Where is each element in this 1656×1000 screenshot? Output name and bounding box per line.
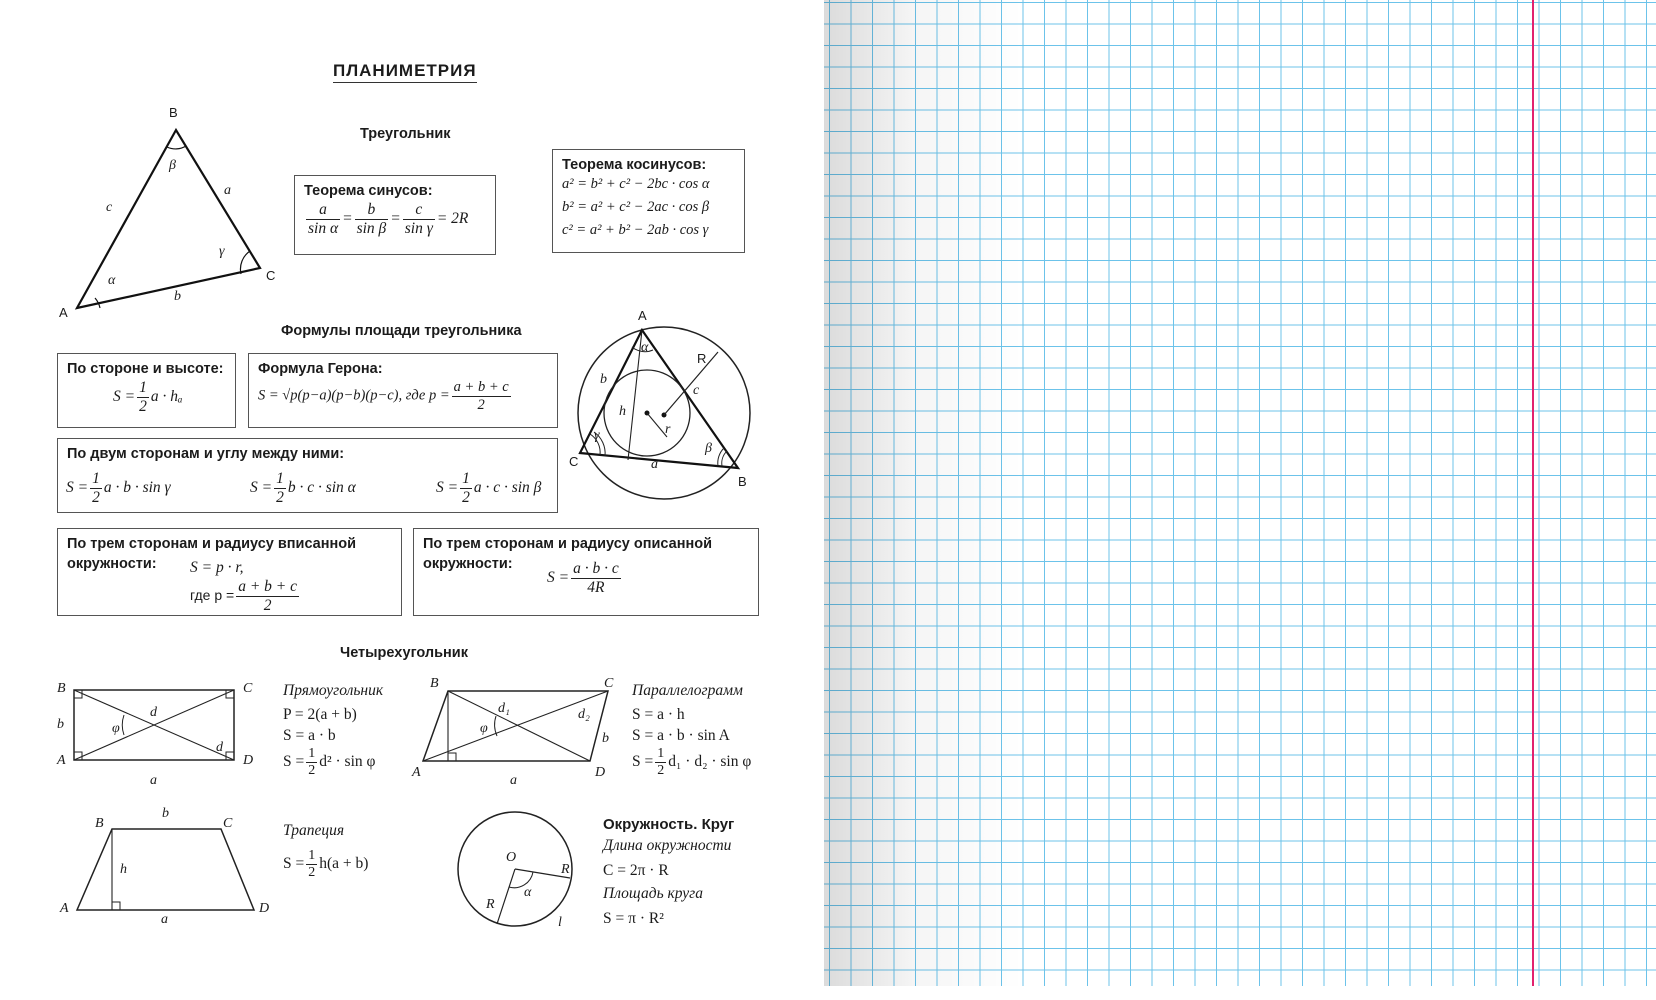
rect-label-d2: d xyxy=(216,740,223,755)
circle-area-label: Площадь круга xyxy=(603,885,703,902)
cosine-line-1: a² = b² + c² − 2bc · cos α xyxy=(562,176,710,192)
inscribed-formula-1: S = p · r, xyxy=(190,559,244,576)
circumscribed-title-2: окружности: xyxy=(423,556,513,572)
label-a: a xyxy=(224,183,231,198)
law-of-cosines-title: Теорема косинусов: xyxy=(562,157,707,173)
para-label-d2: d₂ xyxy=(578,707,590,722)
law-of-sines-formula: $\frac{a}{\text{sin α}}$ = $\frac{b}{\text{sin β}}$ = $\frac{c}{\text{sin γ}}$ = 2R xyxy=(308,201,469,237)
inscribed-formula-2: где p = $\frac{a + b + c}{2}$ xyxy=(190,578,297,614)
law-of-sines-title: Теорема синусов: xyxy=(304,183,433,199)
law-of-sines-box xyxy=(294,175,496,255)
graph-paper-page xyxy=(824,0,1656,1000)
para-label-B: B xyxy=(430,676,439,691)
rect-label-b: b xyxy=(57,717,64,732)
para-label-d1: d₁ xyxy=(498,701,510,716)
trapezoid-figure xyxy=(74,826,264,914)
parallelogram-figure xyxy=(420,688,620,768)
parallelogram-formulas: S = a · h S = a · b · sin A S = $\frac{1}{2}$ d₁ · d₂ · sin φ xyxy=(632,706,752,779)
rect-label-A: A xyxy=(57,753,66,768)
label-gamma: γ xyxy=(219,244,225,259)
triangle-heading: Треугольник xyxy=(360,126,451,142)
quad-heading: Четырехугольник xyxy=(340,645,468,661)
rect-label-a: a xyxy=(150,773,157,788)
left-page xyxy=(0,0,820,1000)
two-sides-formula-2: S = $\frac{1}{2}$ b · c · sin α xyxy=(250,470,356,506)
circle-length-formula: C = 2π · R xyxy=(603,862,669,879)
circle-title: Окружность. Круг xyxy=(603,816,735,833)
para-label-b: b xyxy=(602,731,609,746)
page-bottom-edge xyxy=(824,986,1656,1000)
circle-fig-label-l: l xyxy=(558,915,562,930)
parallelogram-name: Параллелограмм xyxy=(632,682,743,699)
para-label-D: D xyxy=(595,765,606,780)
side-height-formula: S = $\frac{1}{2}$ a · hₐ xyxy=(113,379,183,415)
trapezoid-name: Трапеция xyxy=(283,822,345,839)
circle-label-r: r xyxy=(665,422,671,437)
incircle-circumcircle-figure xyxy=(570,310,760,500)
trap-label-A: A xyxy=(60,901,69,916)
circle-fig-label-R2: R xyxy=(486,897,495,912)
rect-label-C: C xyxy=(243,681,253,696)
rect-label-B: B xyxy=(57,681,66,696)
rect-label-d1: d xyxy=(150,705,157,720)
two-sides-formula-1: S = $\frac{1}{2}$ a · b · sin γ xyxy=(66,470,171,506)
label-c: c xyxy=(106,200,113,215)
circle-label-h: h xyxy=(619,404,626,419)
label-A: A xyxy=(59,305,68,320)
rect-label-D: D xyxy=(243,753,254,768)
trap-label-D: D xyxy=(259,901,270,916)
side-height-title: По стороне и высоте: xyxy=(67,361,224,377)
heron-formula: S = √p(p−a)(p−b)(p−c), где p = $\frac{a + b + c}{2}$ xyxy=(258,379,509,413)
circle-length-label: Длина окружности xyxy=(603,837,732,854)
trap-label-a: a xyxy=(161,912,168,927)
side-height-box xyxy=(57,353,236,428)
label-beta: β xyxy=(169,158,176,173)
trapezoid-formula: S = $\frac{1}{2}$ h(a + b) xyxy=(283,848,369,881)
circle-label-C: C xyxy=(569,454,579,469)
cosine-line-2: b² = a² + c² − 2ac · cos β xyxy=(562,199,710,215)
para-label-C: C xyxy=(604,676,614,691)
circle-label-R: R xyxy=(697,351,707,366)
para-label-A: A xyxy=(412,765,421,780)
inscribed-title-1: По трем сторонам и радиусу вписанной xyxy=(67,536,357,552)
heron-box xyxy=(248,353,558,428)
inscribed-title-2: окружности: xyxy=(67,556,157,572)
triangle-figure xyxy=(70,120,270,320)
circumscribed-formula: S = $\frac{a \cdot b \cdot c}{4R}$ xyxy=(547,560,619,596)
two-sides-title: По двум сторонам и углу между ними: xyxy=(67,446,345,462)
trap-label-B: B xyxy=(95,816,104,831)
rect-label-phi: φ xyxy=(112,721,120,736)
circumscribed-title-1: По трем сторонам и радиусу описанной xyxy=(423,536,712,552)
trap-label-C: C xyxy=(223,816,233,831)
para-label-phi: φ xyxy=(480,721,488,736)
label-b: b xyxy=(174,289,181,304)
circle-area-formula: S = π · R² xyxy=(603,910,664,927)
circle-fig-label-R1: R xyxy=(561,862,570,877)
circle-label-gamma: γ xyxy=(594,428,600,443)
rectangle-formulas: P = 2(a + b) S = a · b S = $\frac{1}{2}$ d² · sin φ xyxy=(283,706,376,779)
circle-fig-label-alpha: α xyxy=(524,885,532,900)
law-of-cosines-box xyxy=(552,149,745,253)
page-title: ПЛАНИМЕТРИЯ xyxy=(333,61,477,81)
area-heading: Формулы площади треугольника xyxy=(281,323,522,339)
circle-label-b: b xyxy=(600,372,607,387)
label-alpha: α xyxy=(108,273,116,288)
circle-label-a: a xyxy=(651,457,658,472)
two-sides-formula-3: S = $\frac{1}{2}$ a · c · sin β xyxy=(436,470,542,506)
label-B: B xyxy=(169,105,178,120)
cosine-line-3: c² = a² + b² − 2ab · cos γ xyxy=(562,222,709,238)
trap-label-b: b xyxy=(162,806,169,821)
circle-label-A: A xyxy=(638,308,647,323)
circle-label-alpha: α xyxy=(641,340,649,355)
trap-label-h: h xyxy=(120,862,127,877)
margin-line xyxy=(1532,0,1534,1000)
circle-label-B: B xyxy=(738,474,747,489)
rectangle-name: Прямоугольник xyxy=(283,682,384,699)
circle-figure xyxy=(456,810,576,930)
label-C: C xyxy=(266,268,276,283)
circle-label-c: c xyxy=(693,383,700,398)
circle-label-beta: β xyxy=(705,441,712,456)
circle-fig-label-O: O xyxy=(506,850,517,865)
para-label-a: a xyxy=(510,773,517,788)
heron-title: Формула Герона: xyxy=(258,361,383,377)
